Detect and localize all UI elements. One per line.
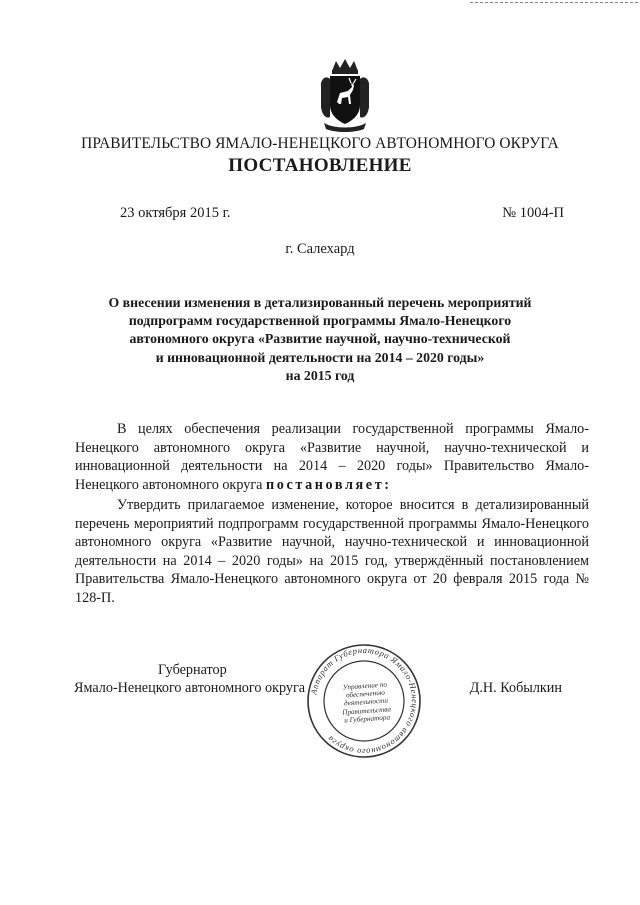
title-line: на 2015 год (285, 367, 355, 383)
stamp-line: и Губернатора (343, 713, 391, 725)
signatory-name: Д.Н. Кобылкин (469, 680, 562, 696)
document-date: 23 октября 2015 г. (120, 205, 231, 221)
stamp-line: обеспечению (345, 688, 386, 700)
title-line: подпрограмм государственной программы Ямало-Ненецкого (128, 313, 512, 329)
document-title (80, 294, 560, 385)
title-line: О внесении изменения в детализированный перечень мероприятий (108, 295, 532, 310)
stamp-line: Управление по (342, 680, 388, 692)
title-line: и инновационной деятельности на 2014 – 2020 годы» (155, 349, 485, 365)
organization-name: ПРАВИТЕЛЬСТВО ЯМАЛО-НЕНЕЦКОГО АВТОНОМНОГО ОКРУГА (81, 135, 559, 152)
signatory-region: Ямало-Ненецкого автономного округа (74, 680, 306, 696)
preamble-paragraph (75, 420, 589, 494)
resolution-keyword: постановляет: (265, 476, 392, 493)
stamp-line: Правительства (341, 704, 392, 717)
resolution-paragraph: Утвердить прилагаемое изменение, которое вносится в детализированный перечень мероприятий подпрограмм государственной программы Ямало-Ненецкого автономного округа «Развитие научной, научно-технической и инновационной деятельности на 2014 – 2020 годы» на 2015 год, утверждённый постановлением Правительства Ямало-Ненецкого автономного округа от 20 февраля 2015 года № 128-П. (75, 497, 589, 606)
stamp-line: деятельности (343, 696, 389, 708)
coat-of-arms-icon (318, 57, 372, 133)
document-type: ПОСТАНОВЛЕНИЕ (228, 155, 412, 176)
stamp-inner-text (335, 680, 398, 725)
preamble-text: В целях обеспечения реализации государственной программы Ямало-Ненецкого автономного округа «Развитие научной, научно-технической и инновационной деятельности на 2014 – 2020 годы» Правительство Ямало-Ненецкого автономного округа (75, 421, 589, 493)
stamp-ring-text: Аппарат Губернатора Ямало-Ненецкого автономного округа (308, 644, 421, 758)
signatory-title: Губернатор (158, 662, 227, 678)
document-number: № 1004-П (502, 205, 564, 221)
title-line: автономного округа «Развитие научной, научно-технической (129, 331, 511, 347)
scan-edge-line (470, 2, 638, 3)
document-city: г. Салехард (285, 241, 355, 257)
